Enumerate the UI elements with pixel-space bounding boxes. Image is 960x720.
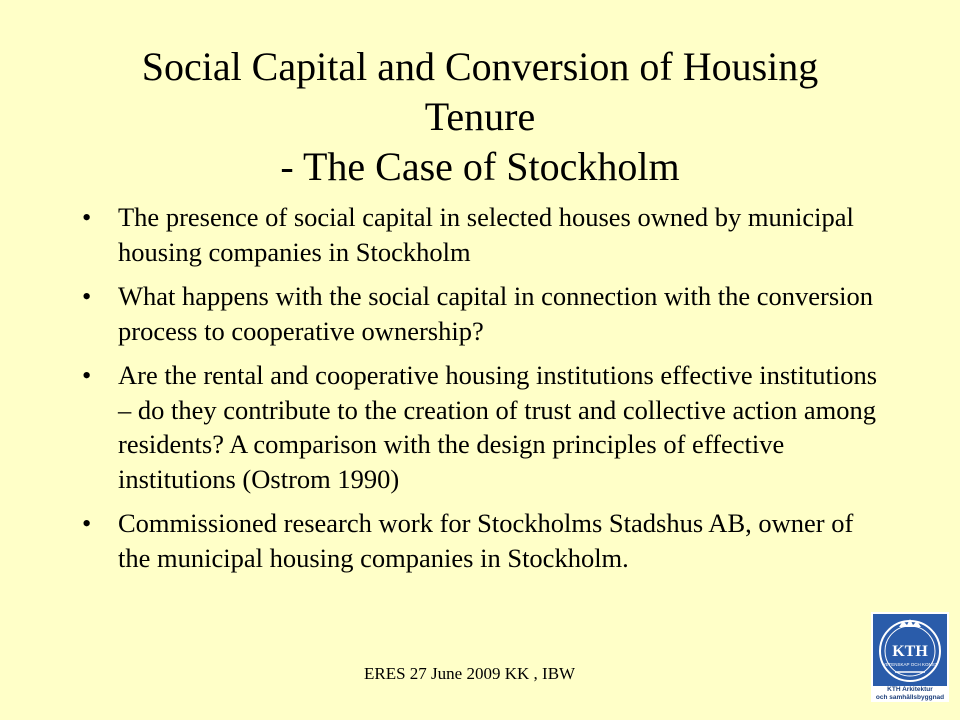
bullet-text: Are the rental and cooperative housing institutions effective institutions – do they contribute to the creation of trust and collective action among residents? A comparison with the design principles of effective institutions (Ostrom 1990): [118, 360, 878, 494]
bullet-text: Commissioned research work for Stockholms Stadshus AB, owner of the municipal housing companies in Stockholm.: [118, 508, 854, 573]
bullet-marker: •: [82, 508, 92, 538]
bullet-marker: •: [82, 360, 92, 390]
title-line-2: Tenure: [424, 94, 536, 139]
slide-footer: ERES 27 June 2009 KK , IBW: [364, 664, 576, 683]
bullet-item: [78, 506, 878, 575]
bullet-item: [78, 358, 878, 496]
bullet-text: The presence of social capital in selected houses owned by municipal housing companies in Stockholm: [118, 202, 854, 267]
logo-caption-line-2: och samhällsbyggnad: [875, 693, 945, 701]
kth-emblem-graphic: [873, 614, 947, 686]
title-line-3: - The Case of Stockholm: [280, 144, 680, 189]
bullet-item: [78, 200, 878, 269]
kth-emblem-icon: [873, 614, 947, 686]
title-line-1: Social Capital and Conversion of Housing: [141, 44, 819, 89]
logo-caption-line-1: KTH Arkitektur: [887, 686, 933, 693]
logo-caption: [871, 686, 949, 701]
emblem-text: KTH: [892, 643, 928, 660]
emblem-subtext: VETENSKAP OCH KONST: [882, 662, 938, 667]
bullet-marker: •: [82, 281, 92, 311]
bullet-text: What happens with the social capital in connection with the conversion process to cooperative ownership?: [118, 281, 874, 346]
bullet-marker: •: [82, 202, 92, 232]
kth-logo: [871, 612, 949, 702]
slide-title: [60, 42, 900, 192]
bullet-item: [78, 279, 878, 348]
bullet-list: [78, 200, 878, 585]
